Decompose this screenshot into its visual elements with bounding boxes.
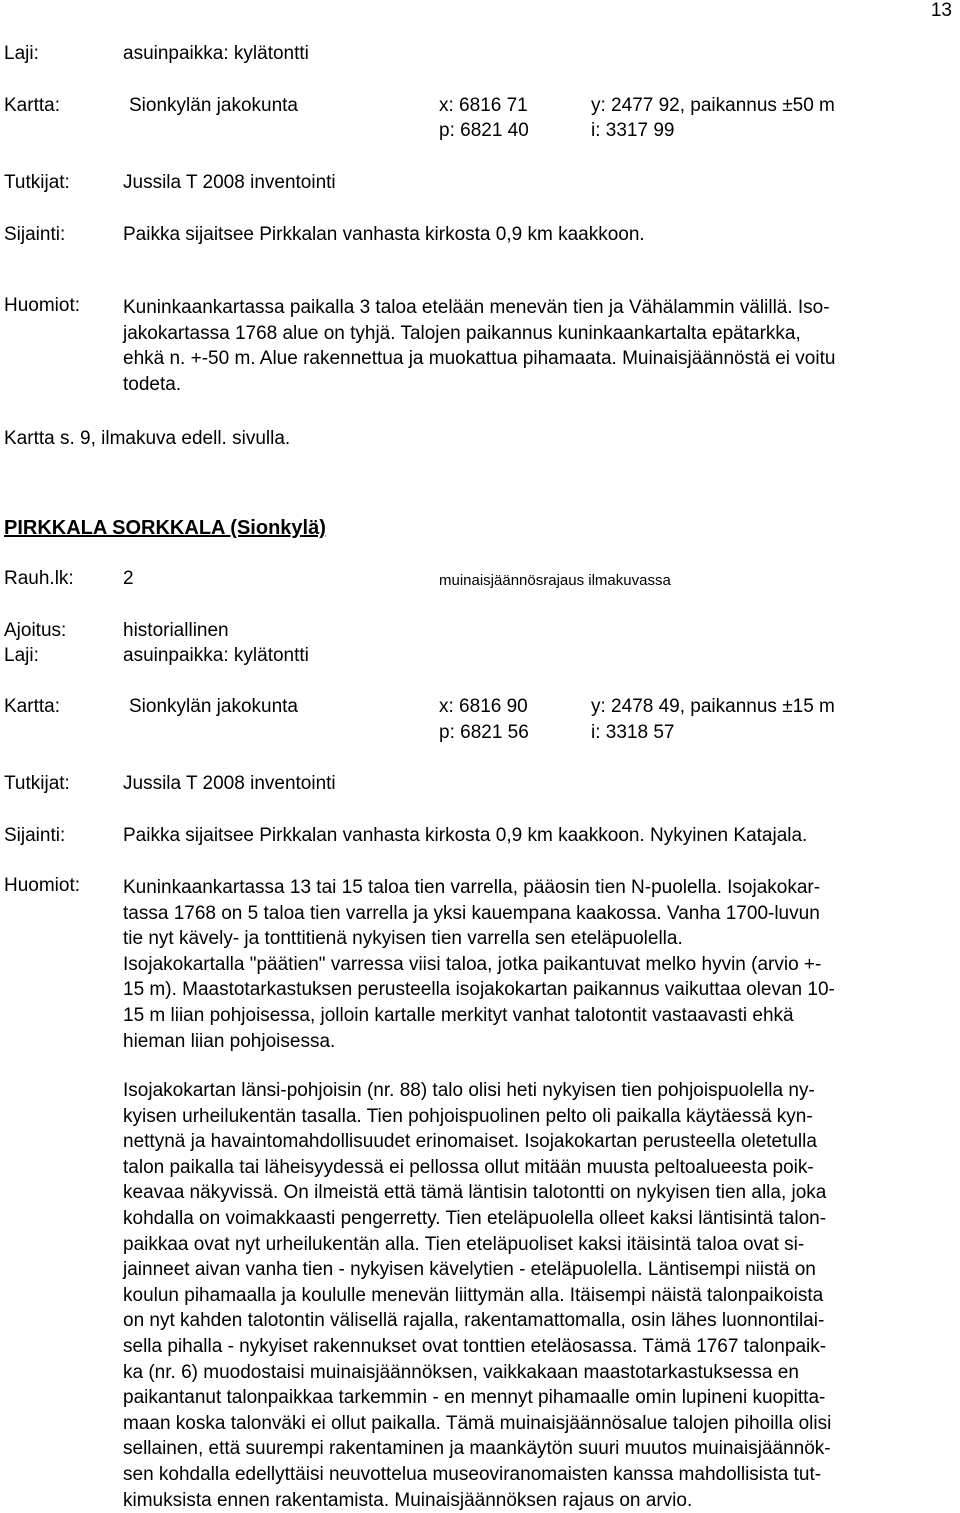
coord-i: i: 3317 99 <box>591 120 674 142</box>
kartta-note: Kartta s. 9, ilmakuva edell. sivulla. <box>4 428 290 450</box>
text-line: jainneet aivan vanha tien - nykyisen kävelytien - eteläpuolella. Läntisempi niistä on <box>123 1257 945 1283</box>
coord-p: p: 6821 40 <box>439 120 529 142</box>
text-line: on nyt kahden talotontin välisellä rajalla, rakentamattomalla, osin lähes luonnontilai- <box>123 1308 945 1334</box>
text-line: kyisen urheilukentän tasalla. Tien pohjoispuolinen pelto oli paikalla käytäessä kyn- <box>123 1104 945 1130</box>
coord-p: p: 6821 56 <box>439 722 529 744</box>
text-line: nettynä ja havaintomahdollisuudet erinomaiset. Isojakokartan perusteella oletetulla <box>123 1129 945 1155</box>
text-line: keavaa näkyvissä. On ilmeistä että tämä läntisin talotontti on nykyisen tien alla, joka <box>123 1180 945 1206</box>
laji-label: Laji: <box>4 43 39 65</box>
coord-y: y: 2477 92, paikannus ±50 m <box>591 95 835 117</box>
huomiot-text <box>123 875 945 1054</box>
coord-x: x: 6816 90 <box>439 696 528 718</box>
laji-value: asuinpaikka: kylätontti <box>123 43 309 65</box>
section-title: PIRKKALA SORKKALA (Sionkylä) <box>4 517 326 539</box>
laji-label: Laji: <box>4 645 39 667</box>
kartta-label: Kartta: <box>4 95 60 117</box>
text-line: Kuninkaankartassa paikalla 3 taloa etelään menevän tien ja Vähälammin välillä. Iso- <box>123 295 945 321</box>
huomiot-paragraph-2 <box>123 1078 945 1513</box>
huomiot-label: Huomiot: <box>4 875 80 897</box>
rauh-value: 2 <box>123 568 134 590</box>
sijainti-label: Sijainti: <box>4 825 65 847</box>
text-line: 15 m liian pohjoisessa, jolloin kartalle merkityt vanhat talotontit vastaavasti ehkä <box>123 1003 945 1029</box>
sijainti-value: Paikka sijaitsee Pirkkalan vanhasta kirkosta 0,9 km kaakkoon. <box>123 224 645 246</box>
sijainti-label: Sijainti: <box>4 224 65 246</box>
text-line: todeta. <box>123 372 945 398</box>
coord-y: y: 2478 49, paikannus ±15 m <box>591 696 835 718</box>
text-line: 15 m). Maastotarkastuksen perusteella isojakokartan paikannus vaikuttaa olevan 10- <box>123 977 945 1003</box>
text-line: sella pihalla - nykyiset rakennukset ovat tonttien eteläosassa. Tämä 1767 talonpaik- <box>123 1334 945 1360</box>
text-line: talon paikalla tai läheisyydessä ei pellossa ollut mitään muusta peltoalueesta poik- <box>123 1155 945 1181</box>
text-line: paikantanut talonpaikkaa tarkemmin - en mennyt pihamaalle omin lupineni kuopitta- <box>123 1385 945 1411</box>
text-line: Isojakokartan länsi-pohjoisin (nr. 88) talo olisi heti nykyisen tien pohjoispuolella ny- <box>123 1078 945 1104</box>
ajoitus-label: Ajoitus: <box>4 620 66 642</box>
tutkijat-label: Tutkijat: <box>4 172 70 194</box>
tutkijat-value: Jussila T 2008 inventointi <box>123 172 336 194</box>
text-line: kohdalla on voimakkaasti pengerretty. Tien eteläpuolella olleet kaksi läntisintä talon- <box>123 1206 945 1232</box>
text-line: tassa 1768 on 5 taloa tien varrella ja yksi kauempana kaakossa. Vanha 1700-luvun <box>123 901 945 927</box>
huomiot-label: Huomiot: <box>4 295 80 317</box>
text-line: kimuksista ennen rakentamista. Muinaisjäännöksen rajaus on arvio. <box>123 1488 945 1513</box>
text-line: hieman liian pohjoisessa. <box>123 1029 945 1055</box>
kartta-label: Kartta: <box>4 696 60 718</box>
text-line: sellainen, että suurempi rakentaminen ja maankäytön suuri muutos muinaisjäännök- <box>123 1436 945 1462</box>
text-line: maan koska talonväki ei ollut paikalla. Tämä muinaisjäännösalue talojen pihoilla olisi <box>123 1411 945 1437</box>
sijainti-value: Paikka sijaitsee Pirkkalan vanhasta kirkosta 0,9 km kaakkoon. Nykyinen Katajala. <box>123 825 807 847</box>
ajoitus-value: historiallinen <box>123 620 229 642</box>
tutkijat-label: Tutkijat: <box>4 773 70 795</box>
kartta-value: Sionkylän jakokunta <box>129 95 298 117</box>
text-line: tie nyt kävely- ja tonttitienä nykyisen tien varrella sen eteläpuolella. <box>123 926 945 952</box>
coord-i: i: 3318 57 <box>591 722 674 744</box>
huomiot-text <box>123 295 945 397</box>
text-line: Isojakokartalla "päätien" varressa viisi taloa, jotka paikantuvat melko hyvin (arvio +- <box>123 952 945 978</box>
coord-x: x: 6816 71 <box>439 95 528 117</box>
text-line: jakokartassa 1768 alue on tyhjä. Talojen paikannus kuninkaankartalta epätarkka, <box>123 321 945 347</box>
rauh-note: muinaisjäännösrajaus ilmakuvassa <box>439 570 671 592</box>
text-line: koulun pihamaalla ja koululle menevän liittymän alla. Itäisempi näistä talonpaikoista <box>123 1283 945 1309</box>
text-line: ka (nr. 6) muodostaisi muinaisjäännöksen, vaikkakaan maastotarkastuksessa en <box>123 1360 945 1386</box>
text-line: ehkä n. +-50 m. Alue rakennettua ja muokattua pihamaata. Muinaisjäännöstä ei voitu <box>123 346 945 372</box>
rauh-label: Rauh.lk: <box>4 568 74 590</box>
tutkijat-value: Jussila T 2008 inventointi <box>123 773 336 795</box>
text-line: sen kohdalla edellyttäisi neuvottelua museoviranomaisten kanssa mahdollisista tut- <box>123 1462 945 1488</box>
text-line: paikkaa ovat nyt urheilukentän alla. Tien eteläpuoliset kaksi itäisintä taloa ovat si- <box>123 1232 945 1258</box>
text-line: Kuninkaankartassa 13 tai 15 taloa tien varrella, pääosin tien N-puolella. Isojakokar- <box>123 875 945 901</box>
laji-value: asuinpaikka: kylätontti <box>123 645 309 667</box>
kartta-value: Sionkylän jakokunta <box>129 696 298 718</box>
page-number: 13 <box>931 0 952 22</box>
